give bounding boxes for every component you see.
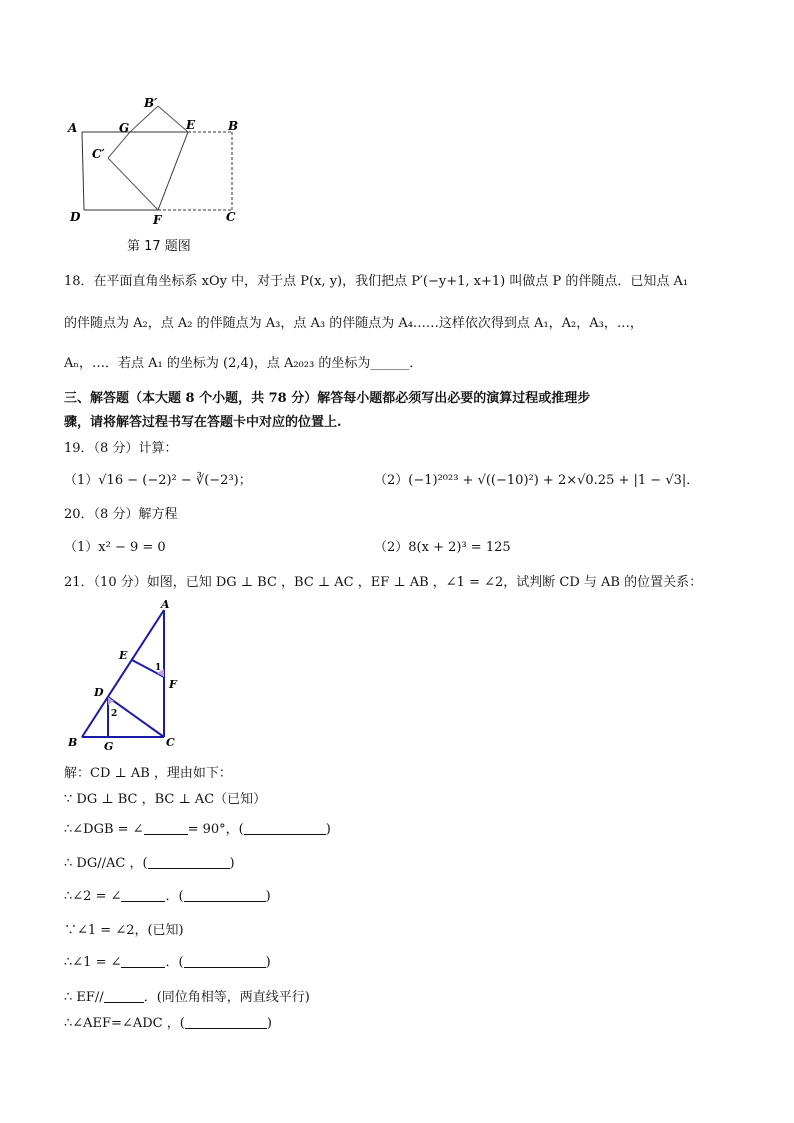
q21-step4-blank-angle[interactable] — [121, 888, 165, 902]
q18-line3: Aₙ，…．若点 A₁ 的坐标为 (2,4)，点 A₂₀₂₃ 的坐标为______． — [64, 356, 423, 371]
q21-step8-blank-reason[interactable] — [185, 1015, 267, 1029]
fig21-label-D: D — [94, 686, 104, 699]
q21-step2 — [64, 818, 331, 837]
q19-part2: （2）(−1)²⁰²³ + √((−10)²) + 2×√0.25 + |1 − √3|． — [374, 473, 700, 488]
section3-heading-line1: 三、解答题（本大题 8 个小题，共 78 分）解答每小题都必须写出必要的演算过程或推理步 — [64, 391, 591, 406]
figure-21 — [60, 596, 190, 756]
figure-17 — [60, 92, 260, 232]
q21-step3-text-a: ∴ DG//AC ，( — [64, 856, 148, 871]
q21-step2-text-a: ∴∠DGB = ∠ — [64, 822, 144, 837]
q21-step7-text-a: ∴ EF// — [64, 990, 104, 1005]
label-G: G — [119, 121, 130, 135]
q19-part1: （1）√16 − (−2)² − ∛(−2³)； — [64, 473, 252, 488]
q21-step7-blank-line[interactable] — [104, 989, 144, 1003]
label-C: C — [226, 210, 236, 224]
label-B: B — [228, 119, 239, 133]
fig21-label-F: F — [169, 678, 177, 691]
segment-AB — [82, 610, 164, 737]
label-A: A — [68, 121, 78, 135]
q20-part2: （2）8(x + 2)³ = 125 — [374, 540, 511, 555]
q21-step1: ∵ DG ⊥ BC ，BC ⊥ AC（已知） — [64, 792, 267, 807]
q21-step3 — [64, 852, 235, 871]
segment-CprimeF — [108, 158, 158, 210]
q21-solution-intro: 解：CD ⊥ AB ，理由如下： — [64, 766, 232, 781]
label-D: D — [70, 210, 81, 224]
q21-stem: 21．（10 分）如图，已知 DG ⊥ BC ，BC ⊥ AC ，EF ⊥ AB ，∠1 = ∠2，试判断 CD 与 AB 的位置关系： — [64, 575, 703, 590]
segment-EF — [158, 132, 188, 210]
fig21-label-E: E — [119, 649, 128, 662]
label-E: E — [186, 118, 196, 132]
fig21-label-C: C — [166, 736, 175, 749]
fig21-label-2: 2 — [111, 709, 118, 719]
segment-GCprime — [108, 132, 130, 158]
label-Cprime: C′ — [92, 147, 105, 161]
segment-AD — [82, 132, 84, 210]
q21-step6 — [64, 951, 271, 970]
q21-step8-text-b: ) — [266, 1016, 272, 1031]
q21-step6-text-a: ∴∠1 = ∠ — [64, 955, 122, 970]
q21-step4-text-c: ) — [265, 889, 271, 904]
q21-step3-blank-reason[interactable] — [148, 855, 230, 869]
q20-part1: （1）x² − 9 = 0 — [64, 540, 166, 555]
q18-line2: 的伴随点为 A₂，点 A₂ 的伴随点为 A₃，点 A₃ 的伴随点为 A₄……这样依次得到点 A₁，A₂，A₃，…， — [64, 316, 643, 331]
q21-step4-text-a: ∴∠2 = ∠ — [64, 889, 122, 904]
fig21-label-G: G — [104, 740, 114, 753]
q21-step2-blank-reason[interactable] — [244, 821, 326, 835]
q21-step8-text-a: ∴∠AEF=∠ADC ，( — [64, 1016, 185, 1031]
q21-step7-text-b: ．(同位角相等，两直线平行) — [143, 990, 310, 1005]
q21-step2-text-b: = 90°，( — [187, 822, 244, 837]
fig21-label-B: B — [68, 736, 78, 749]
q18-line1: 18．在平面直角坐标系 xOy 中，对于点 P(x, y)，我们把点 P′(−y+1, x+1) 叫做点 P 的伴随点．已知点 A₁ — [64, 274, 689, 289]
fig21-label-A: A — [161, 598, 170, 611]
q21-step6-text-c: ) — [265, 955, 271, 970]
q21-step5: ∵∠1 = ∠2，(已知) — [64, 923, 184, 938]
segment-BprimeE — [158, 106, 188, 132]
section3-heading-line2: 骤，请将解答过程书写在答题卡中对应的位置上. — [64, 415, 342, 430]
figure-17-caption: 第 17 题图 — [127, 239, 191, 254]
q21-step4-text-b: ．( — [165, 889, 184, 904]
label-Bprime: B′ — [144, 96, 158, 110]
q21-step6-text-b: ．( — [165, 955, 184, 970]
fig21-label-1: 1 — [155, 663, 162, 673]
q21-step4-blank-reason[interactable] — [184, 888, 266, 902]
q21-step3-text-b: ) — [229, 856, 235, 871]
q21-step2-blank-angle[interactable] — [144, 821, 188, 835]
q21-step4 — [64, 885, 271, 904]
q21-step7 — [64, 986, 310, 1005]
q20-title: 20．（8 分）解方程 — [64, 507, 178, 522]
q21-step2-text-c: ) — [325, 822, 331, 837]
q19-title: 19．（8 分）计算： — [64, 441, 178, 456]
q21-step6-blank-reason[interactable] — [184, 954, 266, 968]
q21-step6-blank-angle[interactable] — [121, 954, 165, 968]
q21-step8 — [64, 1012, 272, 1031]
label-F: F — [153, 213, 162, 227]
